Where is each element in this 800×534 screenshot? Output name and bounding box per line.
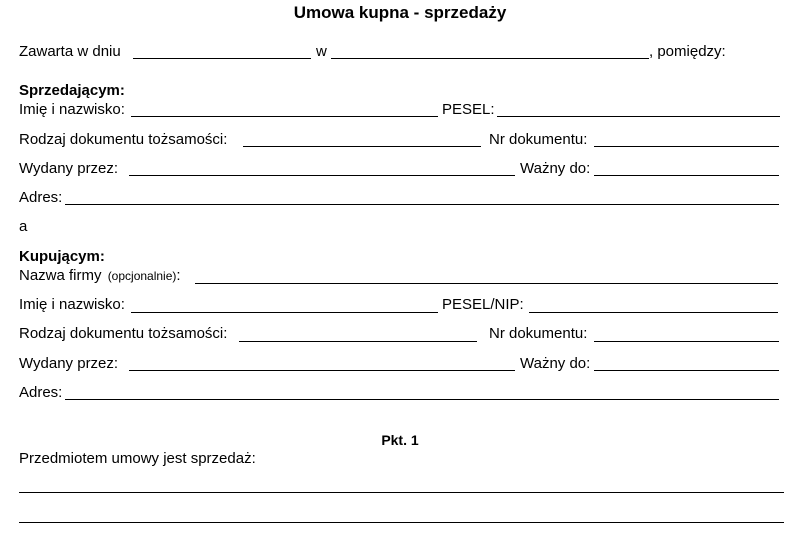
seller-valid-until-field[interactable] <box>594 175 779 176</box>
conjunction-text: a <box>19 218 28 235</box>
buyer-heading: Kupującym: <box>19 248 105 265</box>
buyer-pesel-nip-label: PESEL/NIP: <box>442 296 524 313</box>
subject-label: Przedmiotem umowy jest sprzedaż: <box>19 450 256 467</box>
buyer-company-optional-note: (opcjonalnie) <box>107 269 177 283</box>
buyer-name-field[interactable] <box>131 312 438 313</box>
buyer-valid-until-field[interactable] <box>594 370 779 371</box>
buyer-company-field[interactable] <box>195 283 778 284</box>
seller-address-field[interactable] <box>65 204 779 205</box>
concluded-on-label: Zawarta w dniu <box>19 43 121 60</box>
seller-pesel-field[interactable] <box>497 116 780 117</box>
buyer-company-label <box>19 267 181 285</box>
seller-name-field[interactable] <box>131 116 438 117</box>
buyer-name-label: Imię i nazwisko: <box>19 296 125 313</box>
seller-issued-by-field[interactable] <box>129 175 515 176</box>
date-field[interactable] <box>133 58 311 59</box>
seller-name-label: Imię i nazwisko: <box>19 101 125 118</box>
buyer-issued-by-label: Wydany przez: <box>19 355 119 372</box>
seller-issued-by-label: Wydany przez: <box>19 160 119 177</box>
buyer-doc-number-label: Nr dokumentu: <box>489 325 588 342</box>
seller-id-type-label: Rodzaj dokumentu tożsamości: <box>19 131 228 148</box>
seller-doc-number-field[interactable] <box>594 146 779 147</box>
seller-doc-number-label: Nr dokumentu: <box>489 131 588 148</box>
buyer-id-type-field[interactable] <box>239 341 477 342</box>
seller-heading: Sprzedającym: <box>19 82 125 99</box>
seller-valid-until-label: Ważny do: <box>520 160 591 177</box>
place-label: w <box>316 43 327 60</box>
buyer-address-label: Adres: <box>19 384 63 401</box>
buyer-address-field[interactable] <box>65 399 779 400</box>
buyer-id-type-label: Rodzaj dokumentu tożsamości: <box>19 325 228 342</box>
buyer-company-colon: : <box>176 267 181 284</box>
subject-field-line-2[interactable] <box>19 522 784 523</box>
subject-field-line-1[interactable] <box>19 492 784 493</box>
place-field[interactable] <box>331 58 649 59</box>
section-1-heading: Pkt. 1 <box>381 432 419 448</box>
buyer-issued-by-field[interactable] <box>129 370 515 371</box>
buyer-company-label-text: Nazwa firmy <box>19 267 102 284</box>
between-label: , pomiędzy: <box>649 43 726 60</box>
seller-pesel-label: PESEL: <box>442 101 495 118</box>
seller-address-label: Adres: <box>19 189 63 206</box>
document-title: Umowa kupna - sprzedaży <box>293 3 507 22</box>
buyer-doc-number-field[interactable] <box>594 341 779 342</box>
buyer-pesel-nip-field[interactable] <box>529 312 778 313</box>
seller-id-type-field[interactable] <box>243 146 481 147</box>
buyer-valid-until-label: Ważny do: <box>520 355 591 372</box>
